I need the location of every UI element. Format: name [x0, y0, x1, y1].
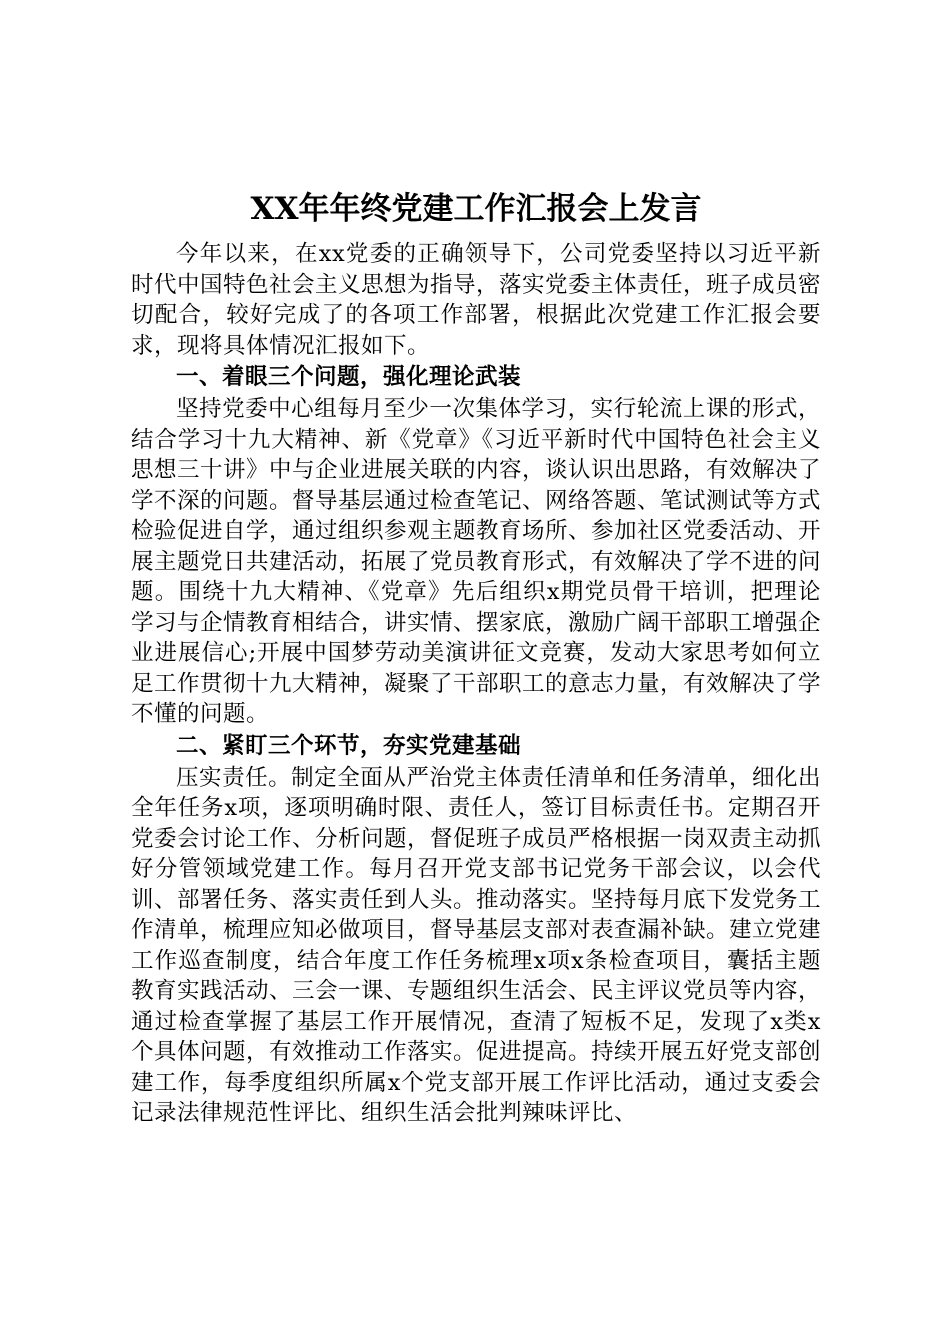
intro-paragraph: 今年以来，在xx党委的正确领导下，公司党委坚持以习近平新时代中国特色社会主义思想为指导，落实党委主体责任，班子成员密切配合，较好完成了的各项工作部署，根据此次党建工作汇报会要求，现将具体情况汇报如下。 — [131, 241, 822, 359]
section-heading-1: 一、着眼三个问题，强化理论武装 — [176, 364, 522, 390]
document-title: XX年年终党建工作汇报会上发言 — [250, 191, 702, 227]
section-body-2: 压实责任。制定全面从严治党主体责任清单和任务清单，细化出全年任务x项，逐项明确时限、责任人，签订目标责任书。定期召开党委会讨论工作、分析问题，督促班子成员严格根据一岗双责主动抓好分管领域党建工作。每月召开党支部书记党务干部会议，以会代训、部署任务、落实责任到人头。推动落实。坚持每月底下发党务工作清单，梳理应知必做项目，督导基层支部对表查漏补缺。建立党建工作巡查制度，结合年度工作任务梳理x项x条检查项目，囊括主题教育实践活动、三会一课、专题组织生活会、民主评议党员等内容，通过检查掌握了基层工作开展情况，查清了短板不足，发现了x类x个具体问题，有效推动工作落实。促进提高。持续开展五好党支部创建工作，每季度组织所属x个党支部开展工作评比活动，通过支委会记录法律规范性评比、组织生活会批判辣味评比、 — [131, 764, 822, 1126]
section-heading-2: 二、紧盯三个环节，夯实党建基础 — [176, 732, 522, 759]
section-body-1: 坚持党委中心组每月至少一次集体学习，实行轮流上课的形式，结合学习十九大精神、新《党章》《习近平新时代中国特色社会主义思想三十讲》中与企业进展关联的内容，谈认识出思路，有效解决了学不深的问题。督导基层通过检查笔记、网络答题、笔试测试等方式检验促进自学，通过组织参观主题教育场所、参加社区党委活动、开展主题党日共建活动，拓展了党员教育形式，有效解决了学不进的问题。围绕十九大精神、《党章》先后组织x期党员骨干培训，把理论学习与企情教育相结合，讲实情、摆家底，激励广阔干部职工增强企业进展信心;开展中国梦劳动美演讲征文竞赛，发动大家思考如何立足工作贯彻十九大精神，凝聚了干部职工的意志力量，有效解决了学不懂的问题。 — [131, 396, 822, 727]
document-body — [131, 187, 821, 1129]
